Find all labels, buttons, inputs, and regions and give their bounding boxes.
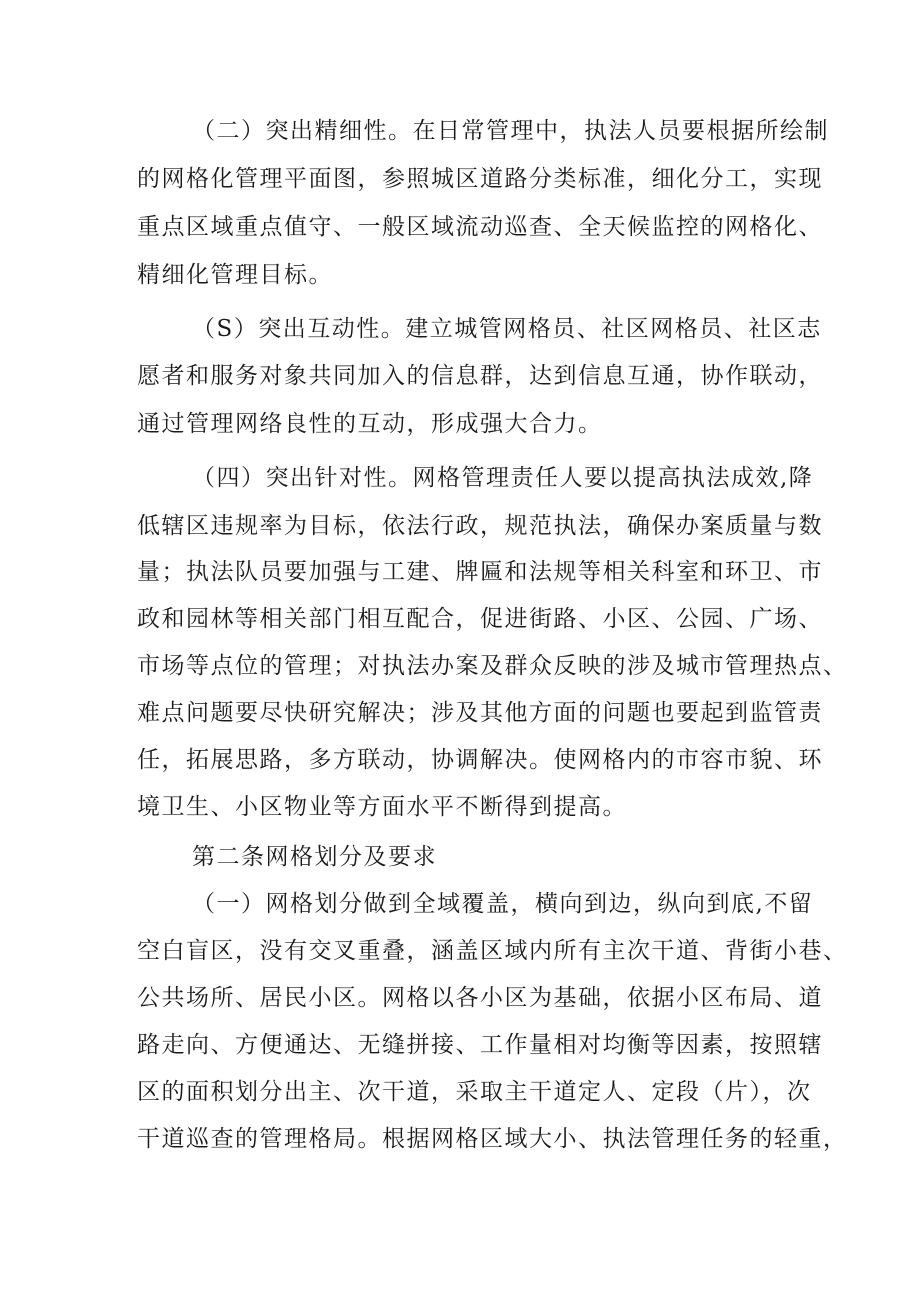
text-line: （一）网格划分做到全域覆盖，横向到边，纵向到底,不留 xyxy=(192,891,814,917)
text-line: （四）突出针对性。网格管理责任人要以提高执法成效,降 xyxy=(192,465,814,491)
text-line: 量；执法队员要加强与工建、牌匾和法规等相关科室和环卫、市 xyxy=(137,559,823,585)
text-line: 难点问题要尽快研究解决；涉及其他方面的问题也要起到监管责 xyxy=(137,700,823,726)
text-line: （二）突出精细性。在日常管理中，执法人员要根据所绘制 xyxy=(192,118,829,144)
text-line: 精细化管理目标。 xyxy=(137,262,333,288)
text-line: 干道巡查的管理格局。根据网格区域大小、执法管理任务的轻重， xyxy=(137,1126,848,1152)
text-line: 市场等点位的管理；对执法办案及群众反映的涉及城市管理热点、 xyxy=(137,653,848,679)
text-line: 路走向、方便通达、无缝拼接、工作量相对均衡等因素，按照辖 xyxy=(137,1032,823,1058)
text-line: 区的面积划分出主、次干道，采取主干道定人、定段（片），次 xyxy=(137,1079,812,1105)
text-line: 通过管理网络良性的互动，形成强大合力。 xyxy=(137,411,603,437)
text-line: 低辖区违规率为目标，依法行政，规范执法，确保办案质量与数 xyxy=(137,513,823,539)
text-line: 境卫生、小区物业等方面水平不断得到提高。 xyxy=(137,794,627,820)
text-line: 公共场所、居民小区。网格以各小区为基础，依据小区布局、道 xyxy=(137,985,823,1011)
text-line: 任，拓展思路，多方联动，协调解决。使网格内的市容市貌、环 xyxy=(137,747,823,773)
text-line: 重点区域重点值守、一般区域流动巡查、全天候监控的网格化、 xyxy=(137,214,823,240)
text-line: 的网格化管理平面图，参照城区道路分类标准，细化分工，实现 xyxy=(137,166,823,192)
section-heading: 第二条网格划分及要求 xyxy=(192,844,437,870)
text-line: 空白盲区，没有交叉重叠，涵盖区域内所有主次干道、背街小巷、 xyxy=(137,938,848,964)
text-line: （S）突出互动性。建立城管网格员、社区网格员、社区志 xyxy=(192,316,822,342)
text-line: 政和园林等相关部门相互配合，促进街路、小区、公园、广场、 xyxy=(137,606,823,632)
text-line: 愿者和服务对象共同加入的信息群，达到信息互通，协作联动， xyxy=(137,363,823,389)
